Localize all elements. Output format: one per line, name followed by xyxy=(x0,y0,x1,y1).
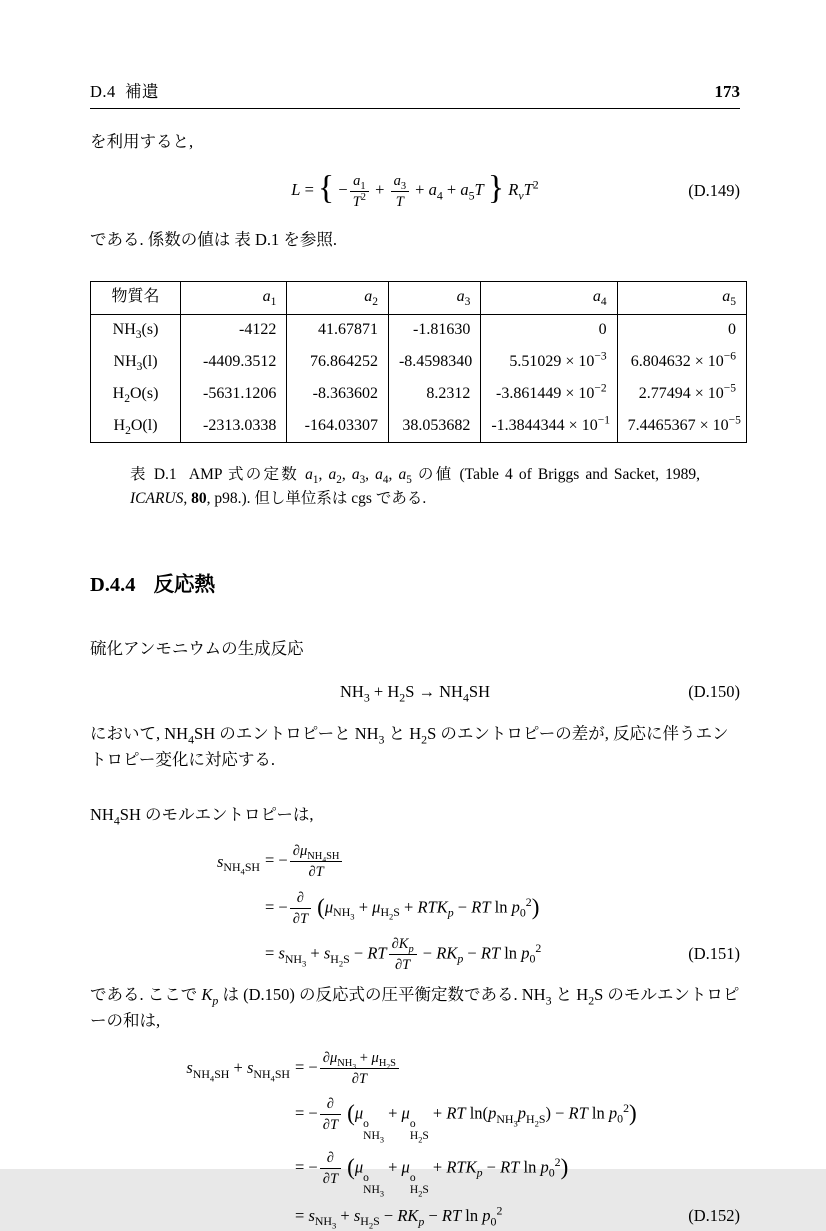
table-header-cell: $a_2$ xyxy=(287,282,389,315)
paragraph-entropy-difference: において, $NH_4SH$ のエントロピーと $NH_3$ と $H_2S$ のエントロピーの差が, 反応に伴うエントロピー変化に対応する. xyxy=(90,724,729,770)
header-page-number: 173 xyxy=(714,82,740,101)
paragraph-intro: を利用すると, xyxy=(90,132,194,152)
table-cell: -1.81630 xyxy=(388,315,480,347)
paragraph-kp-explanation: である. ここで $K_p$ は (D.150) の反応式の圧平衡定数である. $NH_3$ と $H_2S$ のモルエントロピーの和は, xyxy=(90,985,740,1031)
table-header-cell: $a_5$ xyxy=(617,282,746,315)
equation-tag: (D.151) xyxy=(688,944,740,964)
table-row xyxy=(91,411,747,443)
table-cell: 0 xyxy=(481,315,617,347)
paragraph-table-ref: である. 係数の値は 表 D.1 を参照. xyxy=(90,230,338,250)
equation-tag-d149: (D.149) xyxy=(688,181,740,201)
table-header-row xyxy=(91,282,747,315)
equation-rhs: = − $\frac{\partial\mu_{NH_4SH}}{\partial T}$ xyxy=(265,842,344,881)
table-row xyxy=(91,347,747,379)
table-cell: $-3.861449 \times 10^{-2}$ xyxy=(481,379,617,411)
table-cell: -4122 xyxy=(181,315,287,347)
equation-d149-body: L = { − $\frac{a_1}{T^2}$ + $\frac{a_3}{T}$ + $a_4 + a_5T$ } $R_vT^2$ xyxy=(291,169,539,210)
section-heading-d44 xyxy=(90,569,740,602)
table-cell: $-1.3844344 \times 10^{-1}$ xyxy=(481,411,617,443)
table-cell: 8.2312 xyxy=(388,379,480,411)
table-cell: 0 xyxy=(617,315,746,347)
table-row xyxy=(91,379,747,411)
equation-rhs: = − $\frac{\partial}{\partial T}$ (μ o $NH_3$ + μ o $H_2S$ + RT $\ln(p_{NH_3}p_{H_2S})$ − RT $\ln p_0^2$) xyxy=(295,1096,637,1145)
equation-d150 xyxy=(90,679,740,705)
table-row xyxy=(91,315,747,347)
table-cell: $H_2O(l)$ xyxy=(113,416,158,437)
table-header-cell: $a_1$ xyxy=(181,282,287,315)
table-cell: -8.363602 xyxy=(287,379,389,411)
equation-rhs: = − $\frac{\partial}{\partial T}$ (μ o $NH_3$ + μ o $H_2S$ + $RTK_p$ − RT $\ln p_0^2$) xyxy=(295,1150,569,1199)
equation-line xyxy=(118,1149,740,1199)
equation-tag-d150: (D.150) xyxy=(688,681,740,701)
equation-d149 xyxy=(90,169,740,211)
section-title: 反応熱 xyxy=(153,574,216,597)
paragraph-molar-entropy: $NH_4SH$ のモルエントロピーは, xyxy=(90,804,314,828)
table-cell: $2.77494 \times 10^{-5}$ xyxy=(617,379,746,411)
table-cell: -164.03307 xyxy=(287,411,389,443)
section-number: D.4.4 xyxy=(90,574,136,597)
table-cell: 38.053682 xyxy=(388,411,480,443)
table-cell: -8.4598340 xyxy=(388,347,480,379)
table-cell: -5631.1206 xyxy=(181,379,287,411)
equation-d151 xyxy=(192,842,740,974)
table-cell: $NH_3(l)$ xyxy=(113,353,158,374)
paragraph-formation-reaction: 硫化アンモニウムの生成反応 xyxy=(90,639,304,659)
table-cell: -2313.0338 xyxy=(181,411,287,443)
table-cell: $H_2O(s)$ xyxy=(112,384,159,406)
table-header-cell: $a_3$ xyxy=(388,282,480,315)
equation-d150-body: $NH_3 + H_2S \to NH_4SH$ xyxy=(340,681,490,704)
running-header xyxy=(90,78,740,109)
table-cell: -4409.3512 xyxy=(181,347,287,379)
table-caption: 表 D.1 AMP 式の定数 $a_1$, $a_2$, $a_3$, $a_4$, $a_5$ の値 (Table 4 of Briggs and Sacket, 1989, ICARUS, 80, p98.). 但し単位系は cgs である. xyxy=(130,466,701,508)
table-cell: $6.804632 \times 10^{-6}$ xyxy=(617,347,746,379)
equation-d152 xyxy=(118,1049,740,1230)
equation-rhs: = − $\frac{\partial\mu_{NH_3} + \mu_{H_2S}}{\partial T}$ xyxy=(295,1049,401,1088)
equation-lhs: $s_{NH_4SH} + s_{NH_4SH}$ xyxy=(186,1058,290,1083)
coefficients-table-wrapper xyxy=(90,281,740,443)
equation-rhs: = − $\frac{\partial}{\partial T}$ ($\mu_{NH_3} + \mu_{H_2S} + RTK_p$ − RT $\ln p_0^2$) xyxy=(265,889,540,927)
table-cell: $7.4465367 \times 10^{-5}$ xyxy=(617,411,746,443)
header-section-label: D.4 補遺 xyxy=(90,82,160,101)
equation-line xyxy=(192,935,740,974)
equation-tag: (D.152) xyxy=(688,1206,740,1226)
equation-line xyxy=(118,1095,740,1145)
table-header-cell: 物質名 xyxy=(91,282,181,315)
equation-line xyxy=(192,842,740,881)
coefficients-table xyxy=(90,281,747,443)
equation-rhs: = $s_{NH_3} + s_{H_2S} - RK_p$ − RT $\ln p_0^2$ xyxy=(295,1203,503,1231)
equation-line xyxy=(192,889,740,928)
equation-line xyxy=(118,1203,740,1229)
table-header-cell: $a_4$ xyxy=(481,282,617,315)
table-cell: $NH_3(s)$ xyxy=(112,321,159,342)
equation-rhs: = $s_{NH_3} + s_{H_2S}$ − RT $\frac{\partial K_p}{\partial T}$ − $RK_p$ − RT $\ln p_0^2$ xyxy=(265,935,542,973)
table-cell: $5.51029 \times 10^{-3}$ xyxy=(481,347,617,379)
equation-line xyxy=(118,1049,740,1088)
equation-lhs: $s_{NH_4SH}$ xyxy=(216,851,260,877)
table-cell: 76.864252 xyxy=(287,347,389,379)
table-cell: 41.67871 xyxy=(287,315,389,347)
